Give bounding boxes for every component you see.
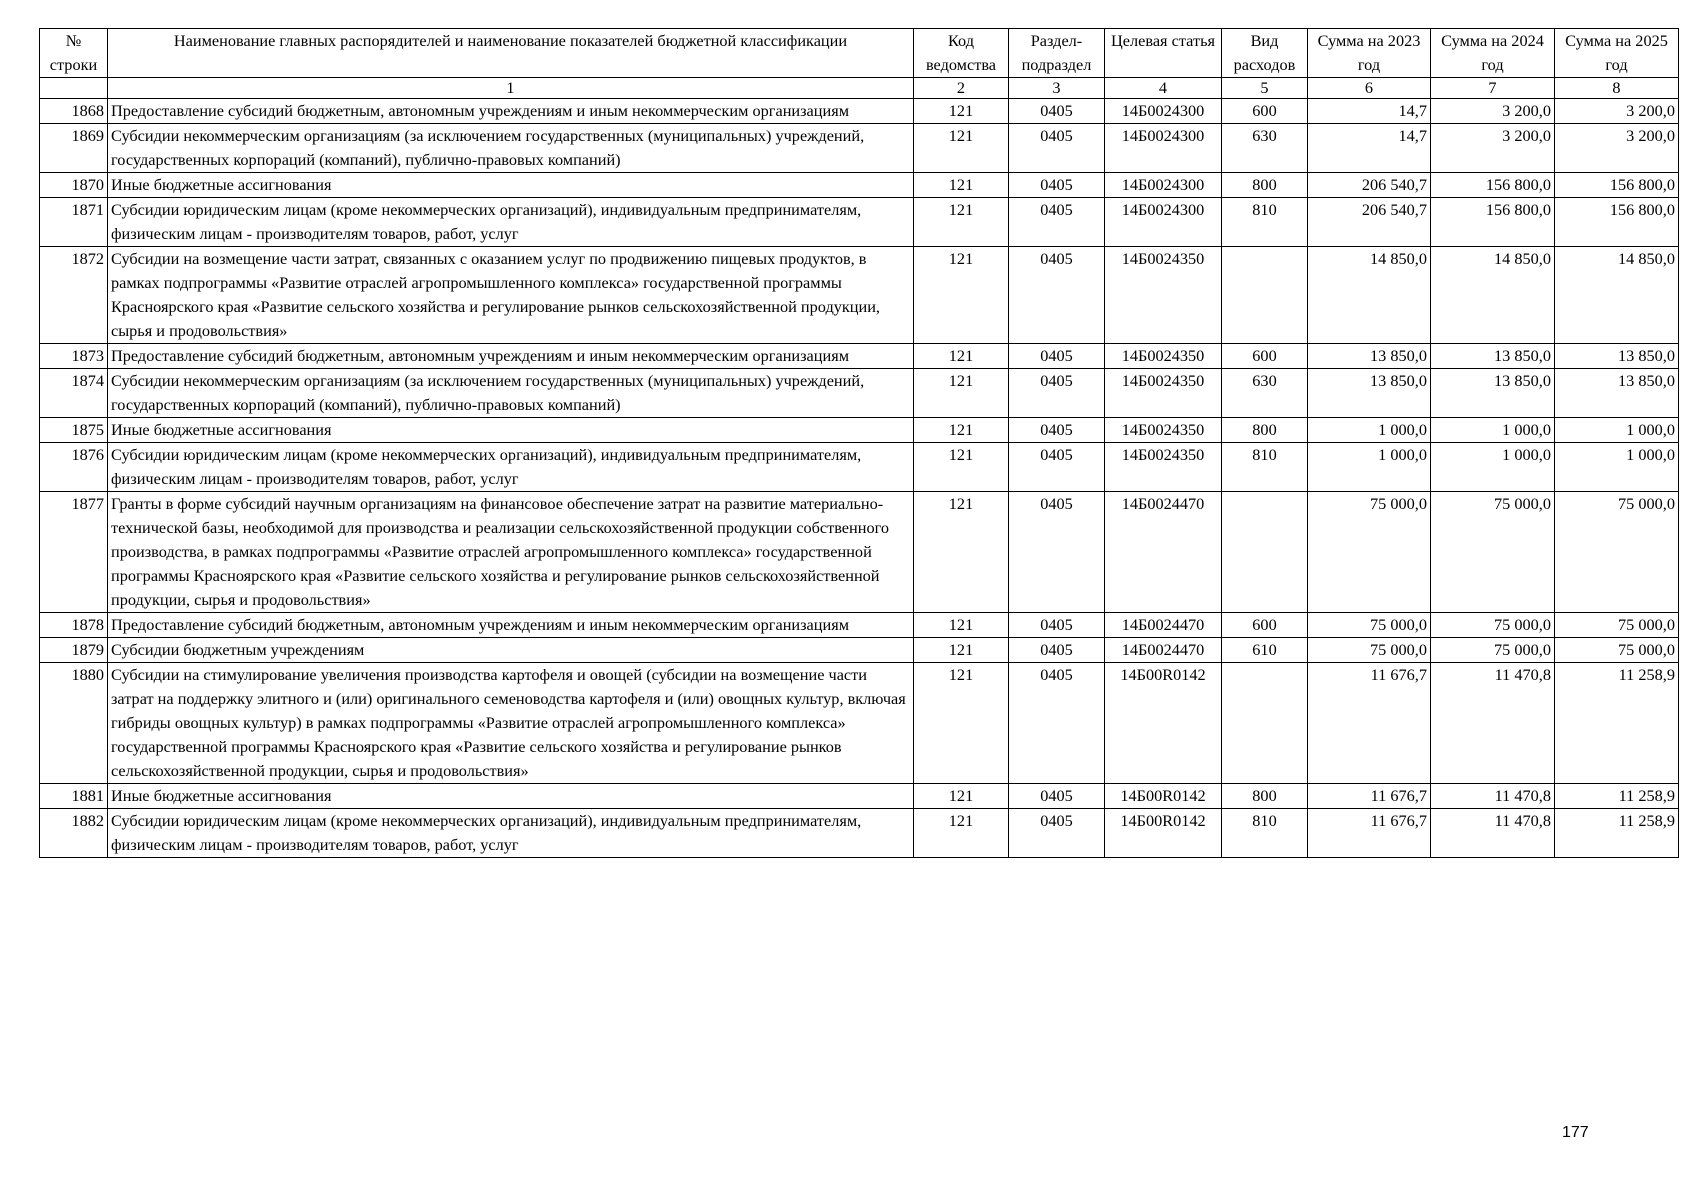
- row-target: 14Б00R0142: [1105, 663, 1222, 784]
- row-section: 0405: [1009, 613, 1105, 638]
- row-sum-2023: 11 676,7: [1308, 809, 1431, 858]
- header-sum-2023: Сумма на 2023 год: [1308, 29, 1431, 78]
- row-number: 1878: [40, 613, 108, 638]
- table-row: [40, 418, 1679, 443]
- row-sum-2023: 206 540,7: [1308, 198, 1431, 247]
- row-dept-code: 121: [914, 443, 1009, 492]
- header-sum-2024: Сумма на 2024 год: [1431, 29, 1555, 78]
- row-dept-code: 121: [914, 809, 1009, 858]
- row-sum-2023: 14,7: [1308, 124, 1431, 173]
- row-expense-type: 600: [1222, 99, 1308, 124]
- column-number: 8: [1555, 78, 1679, 99]
- row-sum-2023: 13 850,0: [1308, 369, 1431, 418]
- row-dept-code: 121: [914, 369, 1009, 418]
- row-expense-type: 810: [1222, 443, 1308, 492]
- row-dept-code: 121: [914, 638, 1009, 663]
- row-name: Субсидии некоммерческим организациям (за исключением государственных (муниципальных) учреждений, государственных корпораций (компаний), публично-правовых компаний): [108, 124, 914, 173]
- row-sum-2024: 11 470,8: [1431, 663, 1555, 784]
- row-sum-2025: 3 200,0: [1555, 99, 1679, 124]
- row-target: 14Б0024470: [1105, 638, 1222, 663]
- table-row: [40, 784, 1679, 809]
- column-number: 2: [914, 78, 1009, 99]
- row-expense-type: 610: [1222, 638, 1308, 663]
- row-name: Предоставление субсидий бюджетным, автономным учреждениям и иным некоммерческим организациям: [108, 99, 914, 124]
- row-sum-2024: 75 000,0: [1431, 492, 1555, 613]
- row-sum-2024: 156 800,0: [1431, 173, 1555, 198]
- row-target: 14Б00R0142: [1105, 784, 1222, 809]
- column-number: 3: [1009, 78, 1105, 99]
- column-number: 7: [1431, 78, 1555, 99]
- row-number: 1874: [40, 369, 108, 418]
- table-row: [40, 369, 1679, 418]
- row-expense-type: [1222, 247, 1308, 344]
- row-sum-2023: 1 000,0: [1308, 418, 1431, 443]
- table-row: [40, 492, 1679, 613]
- row-name: Иные бюджетные ассигнования: [108, 418, 914, 443]
- row-name: Субсидии на стимулирование увеличения производства картофеля и овощей (субсидии на возмещение части затрат на поддержку элитного и (или) оригинального семеноводства картофеля и (или) овощных культур, включая гибриды овощных культур) в рамках подпрограммы «Развитие отраслей агропромышленного комплекса» государственной программы Красноярского края «Развитие сельского хозяйства и регулирование рынков сельскохозяйственной продукции, сырья и продовольствия»: [108, 663, 914, 784]
- row-dept-code: 121: [914, 344, 1009, 369]
- row-dept-code: 121: [914, 492, 1009, 613]
- row-dept-code: 121: [914, 663, 1009, 784]
- row-dept-code: 121: [914, 784, 1009, 809]
- row-section: 0405: [1009, 809, 1105, 858]
- row-expense-type: 600: [1222, 613, 1308, 638]
- row-number: 1872: [40, 247, 108, 344]
- row-dept-code: 121: [914, 173, 1009, 198]
- row-sum-2024: 3 200,0: [1431, 124, 1555, 173]
- row-sum-2025: 1 000,0: [1555, 418, 1679, 443]
- row-sum-2025: 13 850,0: [1555, 369, 1679, 418]
- column-number: 4: [1105, 78, 1222, 99]
- row-sum-2024: 13 850,0: [1431, 344, 1555, 369]
- row-section: 0405: [1009, 99, 1105, 124]
- row-target: 14Б0024350: [1105, 418, 1222, 443]
- row-number: 1868: [40, 99, 108, 124]
- row-sum-2024: 14 850,0: [1431, 247, 1555, 344]
- row-number: 1881: [40, 784, 108, 809]
- header-sum-2025: Сумма на 2025 год: [1555, 29, 1679, 78]
- row-section: 0405: [1009, 124, 1105, 173]
- row-target: 14Б0024350: [1105, 443, 1222, 492]
- row-name: Субсидии на возмещение части затрат, связанных с оказанием услуг по продвижению пищевых продуктов, в рамках подпрограммы «Развитие отраслей агропромышленного комплекса» государственной программы Красноярского края «Развитие сельского хозяйства и регулирование рынков сельскохозяйственной продукции, сырья и продовольствия»: [108, 247, 914, 344]
- row-target: 14Б00R0142: [1105, 809, 1222, 858]
- row-section: 0405: [1009, 344, 1105, 369]
- row-expense-type: 800: [1222, 784, 1308, 809]
- column-number: 5: [1222, 78, 1308, 99]
- row-sum-2025: 75 000,0: [1555, 638, 1679, 663]
- row-number: 1871: [40, 198, 108, 247]
- row-sum-2024: 75 000,0: [1431, 638, 1555, 663]
- row-section: 0405: [1009, 173, 1105, 198]
- row-dept-code: 121: [914, 418, 1009, 443]
- table-row: [40, 443, 1679, 492]
- table-row: [40, 124, 1679, 173]
- row-number: 1882: [40, 809, 108, 858]
- row-expense-type: 810: [1222, 809, 1308, 858]
- row-sum-2024: 1 000,0: [1431, 418, 1555, 443]
- row-sum-2025: 13 850,0: [1555, 344, 1679, 369]
- row-number: 1879: [40, 638, 108, 663]
- row-expense-type: 800: [1222, 173, 1308, 198]
- table-row: [40, 344, 1679, 369]
- row-expense-type: 800: [1222, 418, 1308, 443]
- header-expense-type: Вид расходов: [1222, 29, 1308, 78]
- header-row-number: № строки: [40, 29, 108, 78]
- row-target: 14Б0024350: [1105, 344, 1222, 369]
- table-row: [40, 809, 1679, 858]
- row-target: 14Б0024300: [1105, 124, 1222, 173]
- row-sum-2024: 3 200,0: [1431, 99, 1555, 124]
- row-name: Иные бюджетные ассигнования: [108, 784, 914, 809]
- row-sum-2024: 11 470,8: [1431, 784, 1555, 809]
- row-name: Субсидии бюджетным учреждениям: [108, 638, 914, 663]
- row-dept-code: 121: [914, 613, 1009, 638]
- row-sum-2023: 75 000,0: [1308, 613, 1431, 638]
- header-target: Целевая статья: [1105, 29, 1222, 78]
- row-sum-2023: 14 850,0: [1308, 247, 1431, 344]
- row-section: 0405: [1009, 369, 1105, 418]
- header-section: Раздел-подраздел: [1009, 29, 1105, 78]
- row-section: 0405: [1009, 418, 1105, 443]
- row-sum-2024: 1 000,0: [1431, 443, 1555, 492]
- row-expense-type: 810: [1222, 198, 1308, 247]
- table-row: [40, 663, 1679, 784]
- row-sum-2024: 11 470,8: [1431, 809, 1555, 858]
- row-sum-2025: 11 258,9: [1555, 784, 1679, 809]
- header-dept-code: Код ведомства: [914, 29, 1009, 78]
- row-name: Иные бюджетные ассигнования: [108, 173, 914, 198]
- row-name: Субсидии юридическим лицам (кроме некоммерческих организаций), индивидуальным предпринимателям, физическим лицам - производителям товаров, работ, услуг: [108, 809, 914, 858]
- row-sum-2023: 75 000,0: [1308, 638, 1431, 663]
- row-sum-2025: 156 800,0: [1555, 173, 1679, 198]
- row-section: 0405: [1009, 638, 1105, 663]
- row-section: 0405: [1009, 443, 1105, 492]
- table-row: [40, 198, 1679, 247]
- row-target: 14Б0024470: [1105, 492, 1222, 613]
- row-sum-2025: 1 000,0: [1555, 443, 1679, 492]
- column-numbers-row: [40, 78, 1679, 99]
- row-target: 14Б0024350: [1105, 247, 1222, 344]
- row-dept-code: 121: [914, 198, 1009, 247]
- row-name: Субсидии некоммерческим организациям (за исключением государственных (муниципальных) учреждений, государственных корпораций (компаний), публично-правовых компаний): [108, 369, 914, 418]
- row-sum-2025: 11 258,9: [1555, 809, 1679, 858]
- table-row: [40, 173, 1679, 198]
- row-name: Предоставление субсидий бюджетным, автономным учреждениям и иным некоммерческим организациям: [108, 344, 914, 369]
- row-dept-code: 121: [914, 124, 1009, 173]
- header-name: Наименование главных распорядителей и наименование показателей бюджетной классификации: [108, 29, 914, 78]
- table-row: [40, 99, 1679, 124]
- row-sum-2025: 75 000,0: [1555, 613, 1679, 638]
- row-number: 1869: [40, 124, 108, 173]
- row-section: 0405: [1009, 663, 1105, 784]
- row-name: Субсидии юридическим лицам (кроме некоммерческих организаций), индивидуальным предпринимателям, физическим лицам - производителям товаров, работ, услуг: [108, 443, 914, 492]
- row-name: Гранты в форме субсидий научным организациям на финансовое обеспечение затрат на развитие материально-технической базы, необходимой для производства и реализации сельскохозяйственной продукции собственного производства, в рамках подпрограммы «Развитие отраслей агропромышленного комплекса» государственной программы Красноярского края «Развитие сельского хозяйства и регулирование рынков сельскохозяйственной продукции, сырья и продовольствия»: [108, 492, 914, 613]
- row-target: 14Б0024350: [1105, 369, 1222, 418]
- row-sum-2023: 11 676,7: [1308, 663, 1431, 784]
- row-number: 1877: [40, 492, 108, 613]
- row-target: 14Б0024300: [1105, 198, 1222, 247]
- row-section: 0405: [1009, 492, 1105, 613]
- row-dept-code: 121: [914, 99, 1009, 124]
- budget-table: [39, 28, 1679, 858]
- table-header: [40, 29, 1679, 99]
- row-section: 0405: [1009, 247, 1105, 344]
- row-number: 1875: [40, 418, 108, 443]
- row-sum-2024: 156 800,0: [1431, 198, 1555, 247]
- row-number: 1880: [40, 663, 108, 784]
- table-body: [40, 99, 1679, 858]
- row-sum-2025: 75 000,0: [1555, 492, 1679, 613]
- row-sum-2023: 14,7: [1308, 99, 1431, 124]
- row-expense-type: [1222, 492, 1308, 613]
- row-section: 0405: [1009, 198, 1105, 247]
- column-number-blank: [40, 78, 108, 99]
- column-number: 1: [108, 78, 914, 99]
- row-sum-2023: 13 850,0: [1308, 344, 1431, 369]
- row-target: 14Б0024300: [1105, 99, 1222, 124]
- row-sum-2024: 75 000,0: [1431, 613, 1555, 638]
- row-sum-2023: 75 000,0: [1308, 492, 1431, 613]
- row-expense-type: [1222, 663, 1308, 784]
- row-sum-2025: 156 800,0: [1555, 198, 1679, 247]
- row-expense-type: 600: [1222, 344, 1308, 369]
- row-target: 14Б0024470: [1105, 613, 1222, 638]
- row-sum-2023: 11 676,7: [1308, 784, 1431, 809]
- row-sum-2025: 3 200,0: [1555, 124, 1679, 173]
- row-number: 1876: [40, 443, 108, 492]
- row-sum-2023: 206 540,7: [1308, 173, 1431, 198]
- row-section: 0405: [1009, 784, 1105, 809]
- row-sum-2025: 14 850,0: [1555, 247, 1679, 344]
- row-name: Субсидии юридическим лицам (кроме некоммерческих организаций), индивидуальным предпринимателям, физическим лицам - производителям товаров, работ, услуг: [108, 198, 914, 247]
- row-number: 1873: [40, 344, 108, 369]
- table-row: [40, 247, 1679, 344]
- table-row: [40, 613, 1679, 638]
- row-expense-type: 630: [1222, 369, 1308, 418]
- row-sum-2023: 1 000,0: [1308, 443, 1431, 492]
- row-target: 14Б0024300: [1105, 173, 1222, 198]
- column-number: 6: [1308, 78, 1431, 99]
- row-dept-code: 121: [914, 247, 1009, 344]
- row-sum-2024: 13 850,0: [1431, 369, 1555, 418]
- row-sum-2025: 11 258,9: [1555, 663, 1679, 784]
- row-number: 1870: [40, 173, 108, 198]
- table-row: [40, 638, 1679, 663]
- row-expense-type: 630: [1222, 124, 1308, 173]
- row-name: Предоставление субсидий бюджетным, автономным учреждениям и иным некоммерческим организациям: [108, 613, 914, 638]
- page-number: 177: [1562, 1124, 1589, 1141]
